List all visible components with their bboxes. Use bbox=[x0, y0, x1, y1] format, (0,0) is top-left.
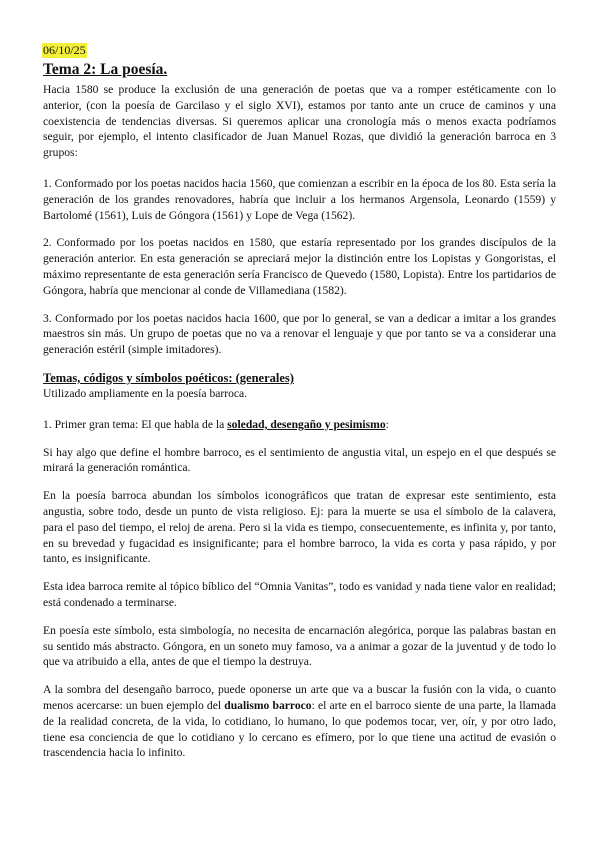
group-2-paragraph: 2. Conformado por los poetas nacidos en 1580, que estaría representado por los grandes discípulos de la generación anterior. En esta generación se apreciará mejor la distinción entre los Lopistas y Gongoristas, el máximo representante de esta generación sería Francisco de Quevedo (1580, Lopista). Entre los partidarios de Góngora, habría que mencionar al conde de Villamediana (1582). bbox=[43, 236, 556, 297]
intro-paragraph: Hacia 1580 se produce la exclusión de una generación de poetas que va a romper estéticamente con lo anterior, (con la poesía de Garcilaso y el siglo XVI), estamos por tanto ante un cruce de caminos y una coexistencia de tendencias diversas. Si queremos aplicar una cronología más o menos exacta podríamos seguir, por ejemplo, el intento clasificador de Juan Manuel Rozas, que dividió la generación barroca en 3 grupos: bbox=[43, 83, 556, 160]
dualismo-prefix: A la sombra del desengaño barroco, puede oponerse un arte que va a buscar la fusión con la vida, o cuanto menos acercarse: un buen ejemplo del bbox=[43, 683, 556, 712]
paragraph-gongora: En poesía este símbolo, esta simbología, no necesita de encarnación alegórica, porque las palabras bastan en su sentido más abstracto. Góngora, en un soneto muy famoso, va a animar a gozar de la juventud y de todo lo que va atribuido a ella, antes de que el tiempo la destruya. bbox=[43, 623, 556, 669]
date-line bbox=[43, 42, 556, 58]
page-title bbox=[43, 60, 556, 79]
page-title-text: Tema 2: La poesía. bbox=[43, 61, 168, 78]
section-subheading: Temas, códigos y símbolos poéticos: (generales) bbox=[43, 370, 294, 385]
theme-1-line bbox=[43, 417, 556, 433]
theme-1-prefix: 1. Primer gran tema: El que habla de la bbox=[43, 417, 228, 431]
theme-1-keywords: soledad, desengaño y pesimismo bbox=[227, 417, 386, 431]
dualismo-suffix: : el arte en el barroco siente de una parte, la llamada de la realidad concreta, de la vida, lo cotidiano, lo humano, lo que podemos tocar, ver, oír, y por otro lado, tiene esa conciencia de que lo cotidiano y lo cercano es efímero, por lo que tiene una actitud de evasión o trascendencia hacia lo infinito. bbox=[43, 698, 556, 760]
document-body bbox=[43, 42, 556, 761]
group-1-paragraph: 1. Conformado por los poetas nacidos hacia 1560, que comienzan a escribir en la época de los 80. Esta sería la generación de los grandes renovadores, habría que incluir a los hermanos Argensola, Leonardo (1559) y Bartolomé (1561), Luis de Góngora (1561) y Lope de Vega (1562). bbox=[43, 176, 556, 222]
paragraph-angustia: Si hay algo que define el hombre barroco, es el sentimiento de angustia vital, un espejo en el que después se mirará la generación romántica. bbox=[43, 445, 556, 475]
paragraph-simbolos: En la poesía barroca abundan los símbolos iconográficos que tratan de expresar este sentimiento, esta angustia, sobre todo, desde un punto de vista religioso. Ej: para la muerte se usa el símbolo de la calavera, para el paso del tiempo, el reloj de arena. Pero si la vida es tiempo, consecuentemente, es infinita y, por tanto, en su brevedad y fugacidad es insignificante; para el hombre barroco, la vida es corta y pasa rápido, y por tanto, es insignificante. bbox=[43, 489, 556, 566]
highlighted-date: 06/10/25 bbox=[43, 43, 86, 57]
theme-1-suffix: : bbox=[385, 417, 389, 431]
paragraph-dualismo bbox=[43, 682, 556, 761]
section-intro: Utilizado ampliamente en la poesía barroca. bbox=[43, 386, 248, 400]
group-3-paragraph: 3. Conformado por los poetas nacidos hacia 1600, que por lo general, se van a dedicar a imitar a los grandes maestros sin más. Un grupo de poetas que no va a renovar el lenguaje y que por tanto se va a considerar una generación estéril (simple imitadores). bbox=[43, 311, 556, 357]
paragraph-omnia-vanitas: Esta idea barroca remite al tópico bíblico del “Omnia Vanitas”, todo es vanidad y nada tiene valor en realidad; está condenado a terminarse. bbox=[43, 580, 556, 609]
dualismo-keyword: dualismo barroco bbox=[224, 698, 312, 712]
